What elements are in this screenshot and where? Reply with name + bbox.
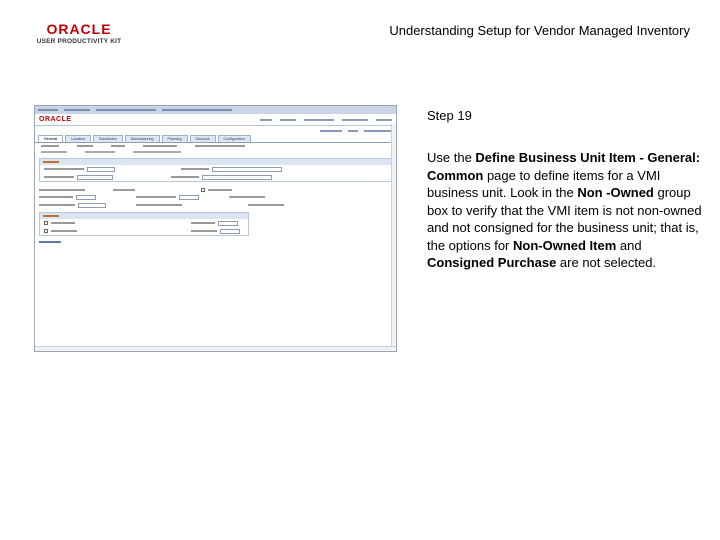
screenshot-field-row (40, 165, 391, 173)
screenshot-tab: Configuration (218, 135, 251, 142)
screenshot-page-actions (35, 126, 396, 135)
screenshot-global-links (260, 119, 392, 121)
screenshot-tab: Substitutes (93, 135, 123, 142)
group-box-name-highlight: Non -Owned (577, 185, 654, 200)
screenshot-return-link (35, 239, 396, 244)
non-owned-item-checkbox (44, 221, 48, 225)
screenshot-tab: Planning (162, 135, 188, 142)
logo-subtitle: USER PRODUCTIVITY KIT (36, 38, 122, 45)
screenshot-non-owned-group (39, 212, 249, 236)
screenshot-horizontal-scrollbar (35, 346, 396, 351)
screenshot-header-values (35, 149, 396, 155)
document-title: Understanding Setup for Vendor Managed Inventory (389, 23, 690, 38)
screenshot-field-row (35, 186, 396, 193)
page-name-highlight: Define Business Unit Item - General: Common (427, 150, 701, 183)
consigned-purchase-checkbox (44, 229, 48, 233)
screenshot-tabs (35, 135, 396, 143)
screenshot-breadcrumb-bar (35, 106, 396, 114)
screenshot-item-status-group (39, 158, 392, 182)
screenshot-tab: Manufacturing (125, 135, 160, 142)
screenshot-consigned-purchase-row (40, 227, 248, 235)
screenshot-oracle-logo: ORACLE (39, 116, 72, 123)
screenshot-tab: Location (65, 135, 91, 142)
screenshot-brand-bar (35, 114, 396, 126)
screenshot-field-row (40, 173, 391, 181)
screenshot-vertical-scrollbar (391, 124, 396, 346)
step-text-part: and (616, 237, 642, 253)
screenshot-non-owned-item-row (40, 219, 248, 227)
screenshot-tab: Discount (190, 135, 216, 142)
logo-brand: ORACLE (46, 21, 112, 37)
application-screenshot (34, 105, 397, 352)
screenshot-field-row (35, 201, 396, 209)
screenshot-field-row (35, 193, 396, 201)
step-title: Step 19 (427, 108, 472, 123)
step-instructions (427, 149, 709, 272)
step-text-part: Use the (427, 150, 476, 165)
non-owned-item-highlight: Non-Owned Item (513, 237, 617, 253)
step-text-part: group box to verify that the VMI item is not non-owned and not consigned for the business unit; that is, the options for (427, 185, 702, 253)
step-text-part: page to define items for a VMI business unit. Look in the (427, 167, 661, 200)
consigned-purchase-highlight: Consigned Purchase (427, 255, 557, 270)
oracle-upk-logo (34, 22, 124, 48)
step-text-part: are not selected. (556, 255, 657, 270)
screenshot-tab: General (38, 135, 63, 142)
